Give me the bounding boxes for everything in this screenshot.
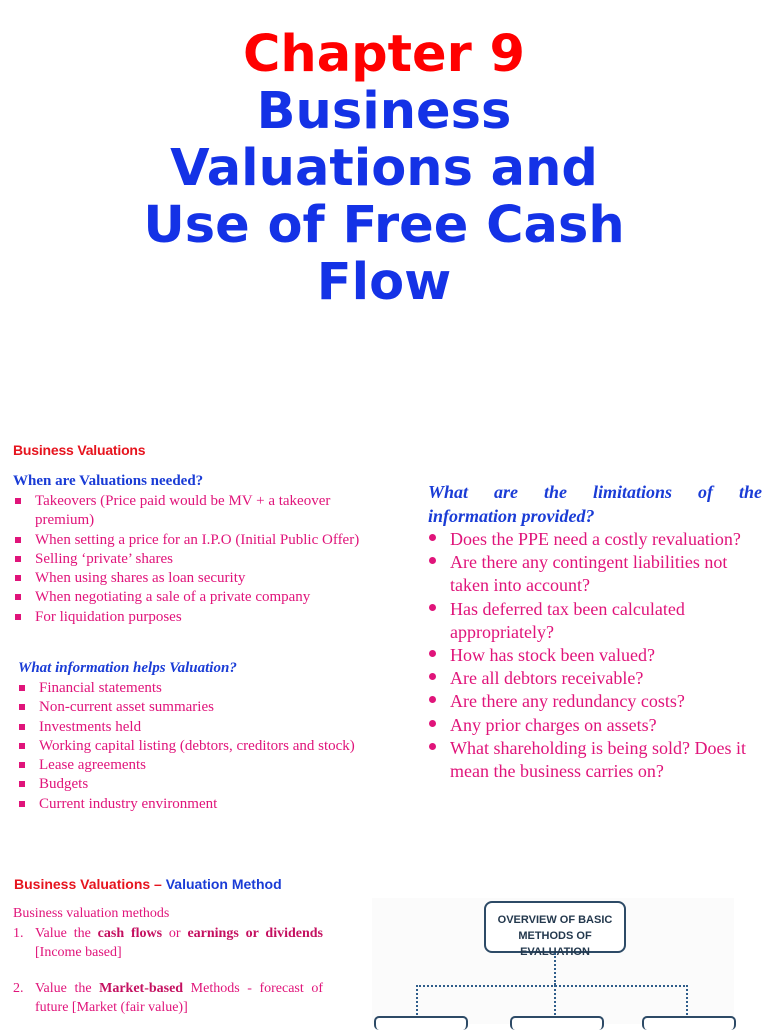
limitations-list [428, 528, 768, 783]
text-run: Methods - forecast of future [Market (fair value)] [35, 981, 323, 1015]
info-heading: What information helps Valuation? [18, 660, 237, 676]
list-item: Non-current asset summaries [17, 698, 397, 717]
limitations-heading [428, 480, 762, 528]
list-item: Are there any contingent liabilities not taken into account? [428, 551, 768, 597]
text-run: earnings or dividends [187, 926, 324, 941]
heading-part: Valuation Method [165, 876, 282, 892]
limitations-heading-line: information provided? [428, 506, 595, 526]
heading-part: Business Valuations – [14, 876, 166, 892]
list-item: For liquidation purposes [13, 608, 363, 627]
list-item: When negotiating a sale of a private company [13, 588, 363, 607]
list-item: Financial statements [17, 679, 397, 698]
list-item: When setting a price for an I.P.O (Initial Public Offer) [13, 531, 363, 550]
info-list [17, 679, 397, 814]
item-number: 2. [13, 981, 24, 996]
slide-title [0, 26, 768, 311]
item-number: 1. [13, 926, 24, 941]
diagram-label: METHODS OF EVALUATION [518, 930, 592, 958]
list-item: Lease agreements [17, 756, 397, 775]
title-line: Valuations and [170, 139, 598, 198]
list-item: Any prior charges on assets? [428, 714, 768, 737]
list-item: Takeovers (Price paid would be MV + a takeover premium) [13, 492, 363, 531]
diagram-label: OVERVIEW OF BASIC [497, 914, 613, 926]
list-item: How has stock been valued? [428, 644, 768, 667]
list-item: Does the PPE need a costly revaluation? [428, 528, 768, 551]
method-slide [0, 868, 768, 1024]
title-line: Flow [316, 253, 452, 312]
list-item: Current industry environment [17, 795, 397, 814]
text-run: or [162, 926, 188, 941]
list-item: Budgets [17, 775, 397, 794]
title-line: Use of Free Cash [143, 196, 625, 255]
text-run: Value the [35, 926, 98, 941]
list-item: Are there any redundancy costs? [428, 690, 768, 713]
list-item: Has deferred tax been calculated appropriately? [428, 598, 768, 644]
limitations-heading-line: What are the limitations of the [428, 482, 762, 502]
list-item: When using shares as loan security [13, 569, 363, 588]
list-item: What shareholding is being sold? Does it mean the business carries on? [428, 737, 768, 783]
chapter-label: Chapter 9 [242, 25, 526, 84]
diagram-child-box [510, 1016, 604, 1030]
slide-heading: Business Valuations [13, 442, 146, 458]
slide-heading [14, 876, 282, 892]
text-run: Value the [35, 981, 100, 996]
list-item: Investments held [17, 718, 397, 737]
when-list [13, 492, 363, 627]
diagram-child-box [374, 1016, 468, 1030]
connector-line [416, 985, 688, 987]
diagram-root-box [484, 901, 626, 958]
title-line: Business [256, 82, 512, 141]
methods-list [13, 924, 323, 1017]
list-item [13, 979, 323, 1017]
text-run: [Income based] [35, 945, 122, 960]
connector-line [554, 985, 556, 1015]
list-item: Are all debtors receivable? [428, 667, 768, 690]
title-slide [0, 0, 768, 410]
connector-line [686, 985, 688, 1015]
text-run: Market-based [99, 981, 184, 996]
list-item: Selling ‘private’ shares [13, 550, 363, 569]
when-heading: When are Valuations needed? [13, 473, 204, 489]
list-item: Working capital listing (debtors, creditors and stock) [17, 737, 397, 756]
connector-line [554, 953, 556, 985]
methods-intro: Business valuation methods [13, 906, 170, 921]
list-item [13, 924, 323, 962]
methods-diagram [372, 898, 734, 1024]
valuations-slide [0, 430, 768, 850]
text-run: cash flows [97, 926, 163, 941]
connector-line [416, 985, 418, 1015]
diagram-child-box [642, 1016, 736, 1030]
